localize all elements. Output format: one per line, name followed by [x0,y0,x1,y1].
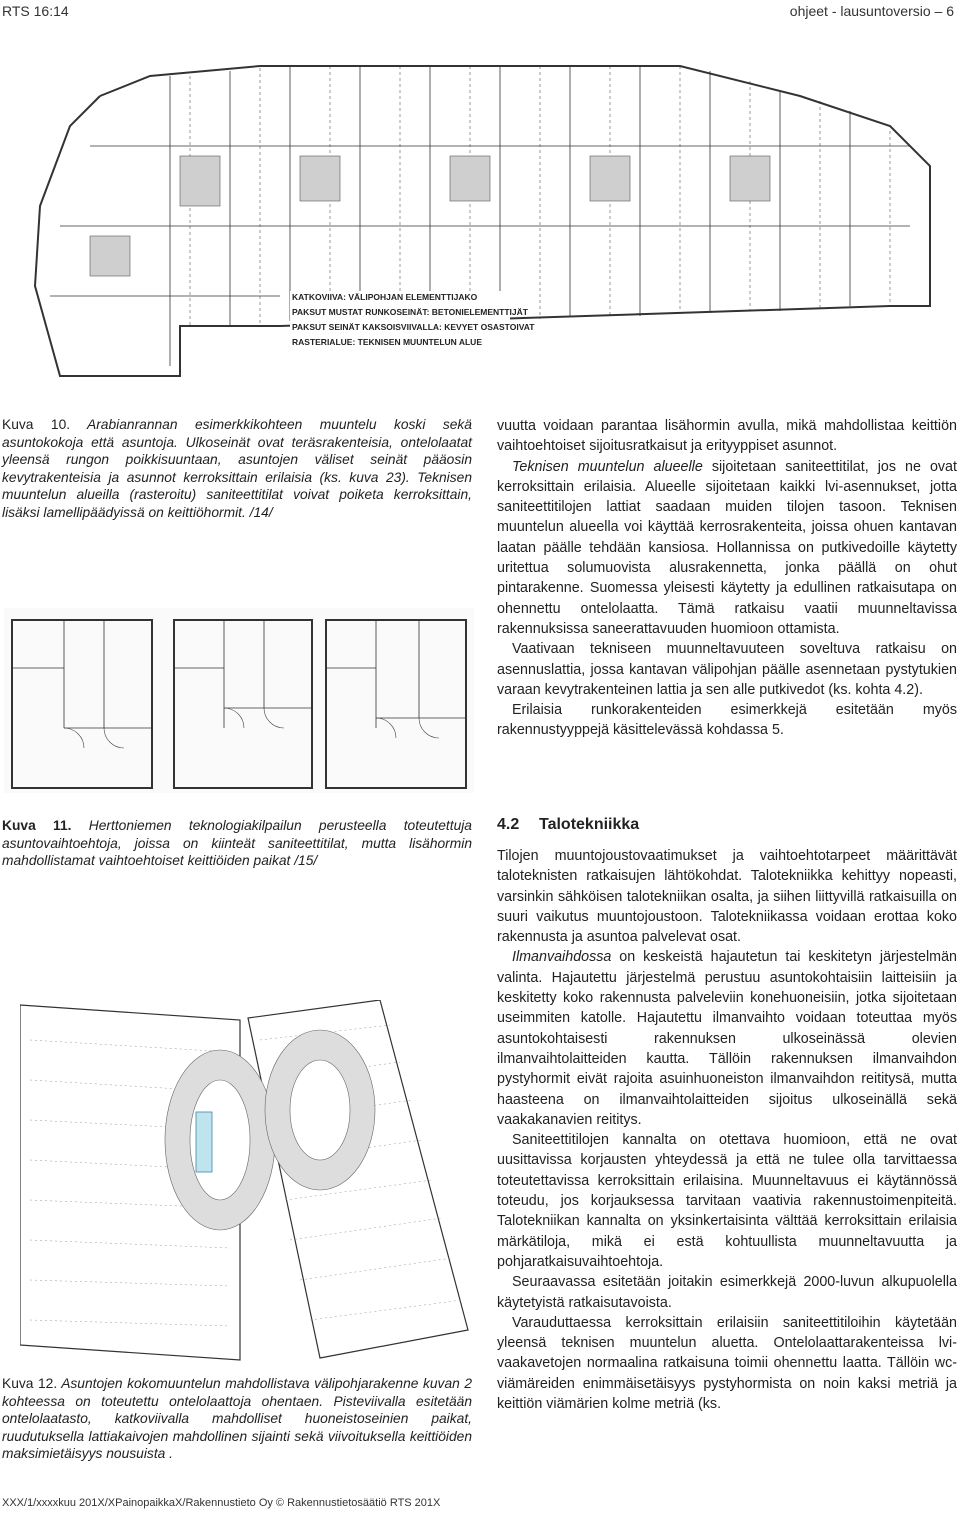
paragraph: Saniteettitilojen kannalta on otettava huomioon, että ne ovat uusittavissa korjausten yhteydessä ja että ne tulee olla tarvittaessa toteutettavissa kerroksittain erilaisina. Muunneltavuus ei käytännössä toteudu, jos korjauksessa tarvitaan vaativia rakennustoimenpiteitä. Talotekniikan kannalta on yksinkertaisinta välttää kerroksittain erilaisia märkätiloja, mikä ei estä kohtuullista muunneltavuutta ja pohjaratkaisuvaihtoehtoja. [497,1132,957,1270]
figure-10-caption [2,416,472,522]
running-header-right: ohjeet - lausuntoversio – 6 [789,3,954,19]
figure-12-label: Kuva 12. [2,1376,58,1391]
body-text-top [497,416,957,741]
paragraph [497,457,957,640]
figure-12-caption-text: Asuntojen kokomuuntelun mahdollistava välipohjarakenne kuvan 2 kohteessa on toteutettu ontelolaattoja ohentaen. Pisteviivalla esitetään ontelolaatasto, katkoviivalla mahdolliset huoneistoseinien paikat, ruudutuksella lattiakaivojen mahdollinen sijainti sekä viivoituksella keittiöiden maksimietäisyys nousuista . [2,1376,472,1462]
figure-10-label: Kuva 10. [2,417,71,432]
figure-10-caption-text: Arabianrannan esimerkkikohteen muuntelu koski sekä asuntokokoja että asuntoja. Ulkoseinät ovat teräsrakenteisia, ontelolaatat yleensä rungon poikkisuuntaan, asuntojen väliset seinät pääosin kevytrakenteisia ja asunnot kerroksittain erilaisia (ks. kuva 23). Teknisen muuntelun alueilla (rasteroitu) saniteettitilat voivat poiketa kerroksittain, lisäksi lamellipäädyissä on keittiöhormit. /14/ [2,417,472,520]
figure-11-caption [2,817,472,870]
paragraph: Seuraavassa esitetään joitakin esimerkkejä 2000-luvun alkupuolella käytetyistä ratkaisutavoista. [497,1274,957,1311]
paragraph-text: sijoitetaan saniteettitilat, jos ne ovat kerroksittain erilaisia. Alueelle sijoitetaan kaikki lvi-asennukset, jotta saniteettitilojen lattiat saadaan muiden tilojen tasoon. Teknisen muuntelun alueella voi käyttää kerrosrakenteita, joissa ohuen kantavan laatan päälle tehdään kansiosa. Hollannissa on putkivedoille käytetty uritettua solumuovista alusrakennetta, jonka päällä on ohut pintarakenne. Suomessa yleisesti käytetty ja edullinen ratkaisutapa on ohennettu ontelolaatta. Tämä ratkaisu vaatii muunneltavissa rakennuksissa saneerattavuuden huomioon ottamista. [497,458,957,637]
emphasis: Teknisen muuntelun alueelle [512,458,703,475]
legend-line-2: PAKSUT MUSTAT RUNKOSEINÄT: BETONIELEMENTTIJÄT [292,307,528,317]
paragraph [497,947,957,1130]
paragraph-text: on keskeistä hajautetun tai keskitetyn järjestelmän valinta. Hajautettu järjestelmä perustuu asuntokohtaisiin laitteisiin ja keskitetty koko rakennusta palveleviin konehuoneisiin, jotka sijoitetaan useimmiten katolle. Hajautettu ilmanvaihto voidaan toteuttaa myös asuntokohtaisesti rakennuksen ulkoseinässä olevien ilmanvaihtolaitteiden kautta. Tällöin rakennuksen ilmanvaihdon pystyhormit eivät rajoita asuinhuoneiston ilmanvaihdon reititysä, mutta haasteena on ilmanvaihtolaitteiden sijoitus ulkoseinällä sekä vaakakanavien reititys. [497,949,957,1128]
paragraph: Vaativaan tekniseen muunneltavuuteen soveltuva ratkaisu on asennuslattia, jossa kantavan välipohjan päälle asennetaan pystytukien varaan kevytrakenteinen lattia ja sen alle putkivedot (ks. kohta 4.2). [497,641,957,698]
figure-12-caption [2,1375,472,1463]
legend-line-3: PAKSUT SEINÄT KAKSOISVIIVALLA: KEVYET OSASTOIVAT [292,322,535,332]
legend-line-1: KATKOVIIVA: VÄLIPOHJAN ELEMENTTIJAKO [292,292,478,302]
paragraph: Erilaisia runkorakenteiden esimerkkejä esitetään myös rakennustyyppejä käsittelevässä kohdassa 5. [497,702,957,739]
figure-11-apartment-plans [4,608,474,793]
paragraph: vuutta voidaan parantaa lisähormin avulla, mikä mahdollistaa keittiön vaihtoehtoiset sijoitusratkaisut ja erityyppiset asunnot. [497,418,957,455]
page-footer: XXX/1/xxxxkuu 201X/XPainopaikkaX/Rakennustieto Oy © Rakennustietosäätiö RTS 201X [2,1497,441,1509]
section-title: Talotekniikka [539,816,640,833]
figure-12-slab-plan [20,1000,470,1365]
emphasis: Ilmanvaihdossa [512,949,612,966]
section-number: 4.2 [497,816,520,833]
paragraph: Tilojen muuntojoustovaatimukset ja vaihtoehtotarpeet määrittävät taloteknisten ratkaisujen lähtökohdat. Talotekniikka kehittyy nopeasti, varsinkin sähköisen talotekniikan osalta, ja siihen liittyvillä ratkaisuilla on suuri vaikutus muuntojoustoon. Talotekniikassa voidaan erottaa koko rakennusta ja asuntoa palvelevat osat. [497,848,957,946]
section-heading [497,816,639,834]
body-text-bottom [497,846,957,1414]
figure-11-caption-text: Herttoniemen teknologiakilpailun perusteella toteutettuja asuntovaihtoehtoja, joissa on kiinteät saniteettitilat, mutta lisähormin mahdollistamat vaihtoehtoiset keittiöiden paikat /15/ [2,818,472,869]
paragraph: Varauduttaessa kerroksittain erilaisiin saniteettitiloihin käytetään yleensä teknisen muuntelun aluetta. Ontelolaattarakenteissa lvi-vaakavetojen normaalina ratkaisuna toimii ohennettu laatta. Tällöin wc-viämäreiden enimmäisetäisyys pystyhormista on noin kaksi metriä ja keittiön viämärien kolme metriä (ks. [497,1314,957,1413]
figure-11-label: Kuva 11. [2,818,72,833]
legend-line-4: RASTERIALUE: TEKNISEN MUUNTELUN ALUE [292,337,482,347]
running-header-left: RTS 16:14 [2,3,69,19]
figure-10-floor-plan [30,36,960,406]
